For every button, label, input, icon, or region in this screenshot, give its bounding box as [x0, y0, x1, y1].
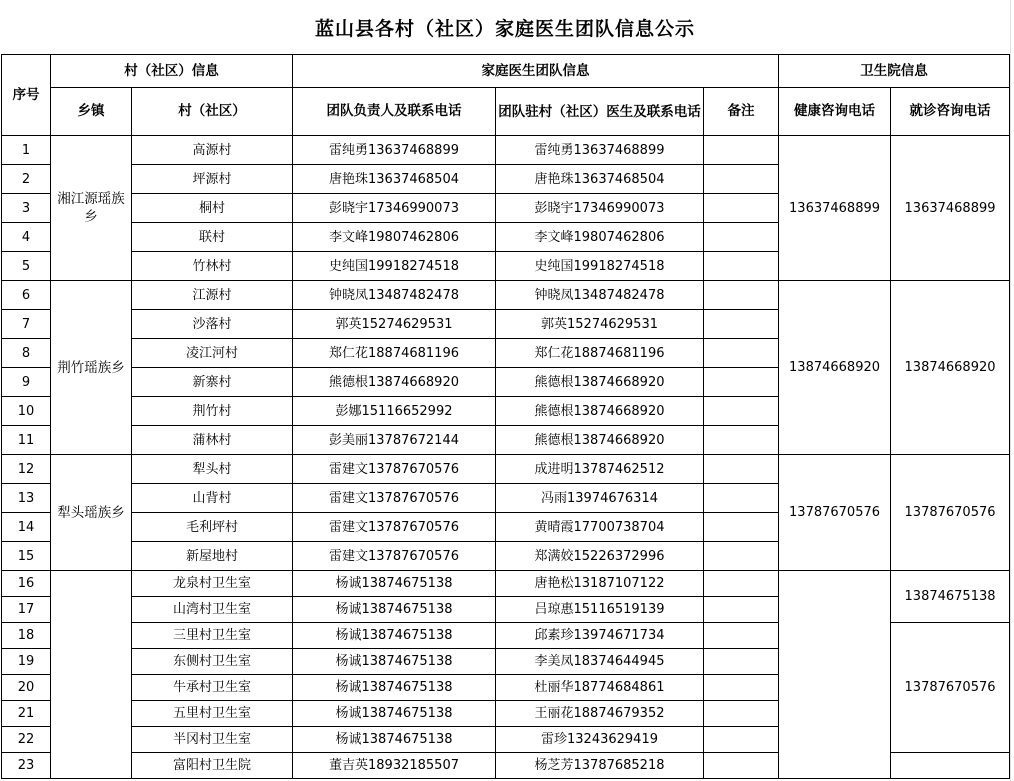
header-visit-phone: 就诊咨询电话 — [891, 88, 1010, 136]
remark-cell — [704, 484, 779, 513]
row-number: 15 — [2, 542, 51, 571]
row-number: 19 — [2, 649, 51, 675]
resident-doctor-cell: 彭晓宇17346990073 — [496, 194, 704, 223]
row-number: 2 — [2, 165, 51, 194]
remark-cell — [704, 165, 779, 194]
team-leader-cell: 杨诚13874675138 — [293, 727, 496, 753]
header-remark: 备注 — [704, 88, 779, 136]
team-leader-cell: 郭英15274629531 — [293, 310, 496, 339]
remark-cell — [704, 223, 779, 252]
row-number: 5 — [2, 252, 51, 281]
remark-cell — [704, 701, 779, 727]
team-leader-cell: 雷建文13787670576 — [293, 513, 496, 542]
row-number: 11 — [2, 426, 51, 455]
remark-cell — [704, 339, 779, 368]
village-cell: 凌江河村 — [132, 339, 293, 368]
team-leader-cell: 彭晓宇17346990073 — [293, 194, 496, 223]
team-leader-cell: 彭美丽13787672144 — [293, 426, 496, 455]
village-cell: 五里村卫生室 — [132, 701, 293, 727]
remark-cell — [704, 455, 779, 484]
team-leader-cell: 董吉英18932185507 — [293, 753, 496, 779]
row-number: 17 — [2, 597, 51, 623]
remark-cell — [704, 426, 779, 455]
remark-cell — [704, 368, 779, 397]
resident-doctor-cell: 郑仁花18874681196 — [496, 339, 704, 368]
remark-cell — [704, 727, 779, 753]
resident-doctor-cell: 黄晴霞17700738704 — [496, 513, 704, 542]
village-cell: 牛承村卫生室 — [132, 675, 293, 701]
resident-doctor-cell: 钟晓凤13487482478 — [496, 281, 704, 310]
team-leader-cell: 杨诚13874675138 — [293, 675, 496, 701]
village-cell: 沙落村 — [132, 310, 293, 339]
row-number: 18 — [2, 623, 51, 649]
row-number: 7 — [2, 310, 51, 339]
visit-phone-cell: 13874675138 — [891, 571, 1010, 623]
team-leader-cell: 雷建文13787670576 — [293, 455, 496, 484]
team-leader-cell: 雷纯勇13637468899 — [293, 136, 496, 165]
header-seq: 序号 — [2, 55, 51, 136]
health-phone-cell: 13787670576 — [779, 455, 891, 571]
resident-doctor-cell: 冯雨13974676314 — [496, 484, 704, 513]
header-clinic-info: 卫生院信息 — [779, 55, 1010, 88]
resident-doctor-cell: 雷纯勇13637468899 — [496, 136, 704, 165]
row-number: 22 — [2, 727, 51, 753]
remark-cell — [704, 753, 779, 779]
village-cell: 山背村 — [132, 484, 293, 513]
team-leader-cell: 史纯国19918274518 — [293, 252, 496, 281]
village-cell: 富阳村卫生院 — [132, 753, 293, 779]
header-village: 村（社区） — [132, 88, 293, 136]
header-health-phone: 健康咨询电话 — [779, 88, 891, 136]
village-cell: 新寨村 — [132, 368, 293, 397]
row-number: 23 — [2, 753, 51, 779]
resident-doctor-cell: 雷珍13243629419 — [496, 727, 704, 753]
village-cell: 坪源村 — [132, 165, 293, 194]
row-number: 12 — [2, 455, 51, 484]
village-cell: 毛利坪村 — [132, 513, 293, 542]
team-leader-cell: 杨诚13874675138 — [293, 571, 496, 597]
row-number: 10 — [2, 397, 51, 426]
village-cell: 荆竹村 — [132, 397, 293, 426]
row-number: 21 — [2, 701, 51, 727]
remark-cell — [704, 136, 779, 165]
village-cell: 半冈村卫生室 — [132, 727, 293, 753]
village-cell: 犁头村 — [132, 455, 293, 484]
page-title: 蓝山县各村（社区）家庭医生团队信息公示 — [314, 17, 695, 40]
resident-doctor-cell: 李文峰19807462806 — [496, 223, 704, 252]
table-row — [2, 455, 1010, 484]
remark-cell — [704, 571, 779, 597]
remark-cell — [704, 597, 779, 623]
row-number: 13 — [2, 484, 51, 513]
remark-cell — [704, 675, 779, 701]
resident-doctor-cell: 郑满姣15226372996 — [496, 542, 704, 571]
remark-cell — [704, 252, 779, 281]
resident-doctor-cell: 杨芝芳13787685218 — [496, 753, 704, 779]
header-leader: 团队负责人及联系电话 — [293, 88, 496, 136]
village-cell: 江源村 — [132, 281, 293, 310]
visit-phone-cell: 13787670576 — [891, 623, 1010, 753]
team-leader-cell: 杨诚13874675138 — [293, 701, 496, 727]
team-leader-cell: 钟晓凤13487482478 — [293, 281, 496, 310]
resident-doctor-cell: 王丽花18874679352 — [496, 701, 704, 727]
grid-line — [1010, 0, 1011, 781]
remark-cell — [704, 397, 779, 426]
header-village-info: 村（社区）信息 — [51, 55, 293, 88]
resident-doctor-cell: 邱素珍13974671734 — [496, 623, 704, 649]
visit-phone-cell: 13787670576 — [891, 455, 1010, 571]
visit-phone-cell: 13874668920 — [891, 281, 1010, 455]
row-number: 20 — [2, 675, 51, 701]
resident-doctor-cell: 吕琼惠15116519139 — [496, 597, 704, 623]
township-cell — [51, 571, 132, 779]
village-cell: 三里村卫生室 — [132, 623, 293, 649]
header-resident-doctor: 团队驻村（社区）医生及联系电话 — [496, 88, 704, 136]
health-phone-cell — [779, 571, 891, 779]
doctor-team-table — [1, 54, 1010, 779]
remark-cell — [704, 513, 779, 542]
row-number: 9 — [2, 368, 51, 397]
remark-cell — [704, 310, 779, 339]
team-leader-cell: 唐艳珠13637468504 — [293, 165, 496, 194]
resident-doctor-cell: 杜丽华18774684861 — [496, 675, 704, 701]
resident-doctor-cell: 熊德根13874668920 — [496, 426, 704, 455]
table-row — [2, 281, 1010, 310]
team-leader-cell: 雷建文13787670576 — [293, 484, 496, 513]
resident-doctor-cell: 李美凤18374644945 — [496, 649, 704, 675]
row-number: 1 — [2, 136, 51, 165]
resident-doctor-cell: 熊德根13874668920 — [496, 397, 704, 426]
remark-cell — [704, 194, 779, 223]
row-number: 14 — [2, 513, 51, 542]
health-phone-cell: 13874668920 — [779, 281, 891, 455]
remark-cell — [704, 281, 779, 310]
township-cell: 荆竹瑶族乡 — [51, 281, 132, 455]
team-leader-cell: 彭娜15116652992 — [293, 397, 496, 426]
table-row — [2, 136, 1010, 165]
health-phone-cell: 13637468899 — [779, 136, 891, 281]
row-number: 8 — [2, 339, 51, 368]
row-number: 3 — [2, 194, 51, 223]
team-leader-cell: 李文峰19807462806 — [293, 223, 496, 252]
remark-cell — [704, 649, 779, 675]
village-cell: 山湾村卫生室 — [132, 597, 293, 623]
resident-doctor-cell: 郭英15274629531 — [496, 310, 704, 339]
village-cell: 桐村 — [132, 194, 293, 223]
resident-doctor-cell: 唐艳珠13637468504 — [496, 165, 704, 194]
team-leader-cell: 雷建文13787670576 — [293, 542, 496, 571]
row-number: 6 — [2, 281, 51, 310]
row-number: 4 — [2, 223, 51, 252]
remark-cell — [704, 623, 779, 649]
resident-doctor-cell: 成进明13787462512 — [496, 455, 704, 484]
village-cell: 东侧村卫生室 — [132, 649, 293, 675]
team-leader-cell: 杨诚13874675138 — [293, 623, 496, 649]
visit-phone-cell — [891, 753, 1010, 779]
village-cell: 联村 — [132, 223, 293, 252]
village-cell: 新屋地村 — [132, 542, 293, 571]
team-leader-cell: 熊德根13874668920 — [293, 368, 496, 397]
remark-cell — [704, 542, 779, 571]
header-team-info: 家庭医生团队信息 — [293, 55, 779, 88]
township-cell: 湘江源瑶族乡 — [51, 136, 132, 281]
township-cell: 犁头瑶族乡 — [51, 455, 132, 571]
resident-doctor-cell: 唐艳松13187107122 — [496, 571, 704, 597]
team-leader-cell: 杨诚13874675138 — [293, 597, 496, 623]
header-township: 乡镇 — [51, 88, 132, 136]
village-cell: 龙泉村卫生室 — [132, 571, 293, 597]
village-cell: 高源村 — [132, 136, 293, 165]
resident-doctor-cell: 史纯国19918274518 — [496, 252, 704, 281]
visit-phone-cell: 13637468899 — [891, 136, 1010, 281]
village-cell: 蒲林村 — [132, 426, 293, 455]
village-cell: 竹林村 — [132, 252, 293, 281]
resident-doctor-cell: 熊德根13874668920 — [496, 368, 704, 397]
table-row — [2, 571, 1010, 597]
team-leader-cell: 郑仁花18874681196 — [293, 339, 496, 368]
team-leader-cell: 杨诚13874675138 — [293, 649, 496, 675]
row-number: 16 — [2, 571, 51, 597]
